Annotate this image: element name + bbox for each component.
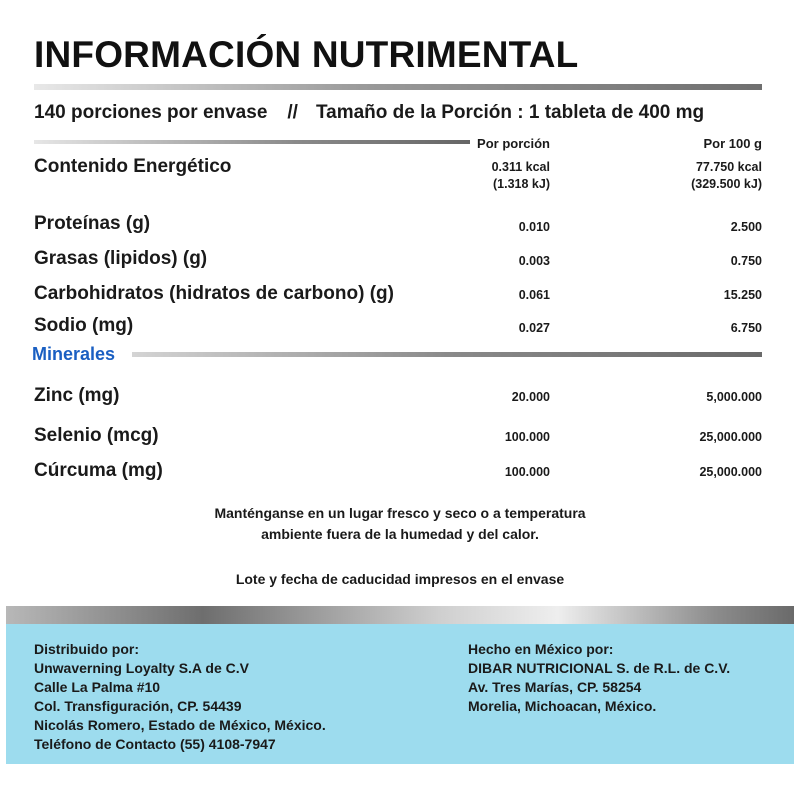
nutrient-label-sodium: Sodio (mg) — [34, 315, 134, 336]
nutrient-carbs-per-portion: 0.061 — [518, 288, 550, 302]
title-divider — [34, 84, 762, 90]
manufacturer-name: DIBAR NUTRICIONAL S. de R.L. de C.V. — [468, 660, 731, 676]
serving-info — [34, 102, 762, 124]
manufacturer-street: Av. Tres Marías, CP. 58254 — [468, 679, 642, 695]
lot-note: Lote y fecha de caducidad impresos en el envase — [235, 571, 565, 587]
mineral-curcuma-per-100g: 25,000.000 — [699, 465, 762, 479]
nutrient-proteins-per-portion: 0.010 — [518, 220, 550, 234]
manufacturer-heading: Hecho en México por: — [468, 641, 614, 657]
energy-label: Contenido Energético — [34, 156, 232, 177]
column-header-per-100g: Por 100 g — [703, 136, 762, 151]
distributor-phone: Teléfono de Contacto (55) 4108-7947 — [34, 736, 276, 752]
mineral-label-zinc: Zinc (mg) — [34, 385, 120, 406]
nutrient-label-carbs: Carbohidratos (hidratos de carbono) (g) — [34, 283, 394, 304]
mineral-zinc-per-portion: 20.000 — [511, 390, 550, 404]
distributor-colony: Col. Transfiguración, CP. 54439 — [34, 698, 242, 714]
nutrient-sodium-per-100g: 6.750 — [730, 321, 762, 335]
energy-per-100g — [691, 159, 762, 193]
distributor-city: Nicolás Romero, Estado de México, México. — [34, 717, 326, 733]
column-header-per-portion: Por porción — [477, 136, 550, 151]
manufacturer-city: Morelia, Michoacan, México. — [468, 698, 657, 714]
manufacturer-info — [468, 640, 730, 716]
distributor-info — [34, 640, 326, 754]
mineral-selenium-per-100g: 25,000.000 — [699, 430, 762, 444]
mineral-selenium-per-portion: 100.000 — [504, 430, 550, 444]
nutrient-carbs-per-100g: 15.250 — [723, 288, 762, 302]
nutrient-label-proteins: Proteínas (g) — [34, 213, 151, 234]
storage-note-line2: ambiente fuera de la humedad y del calor. — [261, 526, 539, 542]
nutrient-proteins-per-100g: 2.500 — [730, 220, 762, 234]
footer-gradient-band — [6, 606, 794, 624]
energy-per-100g-kcal: 77.750 kcal — [695, 160, 762, 174]
energy-per-portion-kcal: 0.311 kcal — [491, 160, 550, 174]
energy-per-portion — [492, 159, 550, 193]
distributor-street: Calle La Palma #10 — [34, 679, 161, 695]
distributor-name: Unwaverning Loyalty S.A de C.V — [34, 660, 249, 676]
header-divider — [34, 140, 470, 144]
energy-per-100g-kj: (329.500 kJ) — [691, 177, 762, 191]
storage-note-line1: Manténganse en un lugar fresco y seco o a temperatura — [214, 505, 586, 521]
energy-per-portion-kj: (1.318 kJ) — [493, 177, 550, 191]
mineral-zinc-per-100g: 5,000.000 — [706, 390, 762, 404]
nutrient-fats-per-portion: 0.003 — [518, 254, 550, 268]
portions-text: 140 porciones por envase — [34, 102, 268, 123]
storage-note — [0, 503, 800, 545]
minerals-divider — [132, 352, 762, 357]
page-title: INFORMACIÓN NUTRIMENTAL — [34, 34, 579, 75]
nutrient-fats-per-100g: 0.750 — [730, 254, 762, 268]
mineral-label-selenium: Selenio (mcg) — [34, 425, 159, 446]
mineral-label-curcuma: Cúrcuma (mg) — [34, 460, 163, 481]
minerals-heading: Minerales — [32, 344, 116, 364]
nutrient-sodium-per-portion: 0.027 — [518, 321, 550, 335]
serving-size-text: Tamaño de la Porción : 1 tableta de 400 mg — [315, 102, 705, 123]
serving-separator: // — [287, 102, 298, 123]
distributor-heading: Distribuido por: — [34, 641, 139, 657]
nutrient-label-fats: Grasas (lipidos) (g) — [34, 248, 208, 269]
mineral-curcuma-per-portion: 100.000 — [504, 465, 550, 479]
